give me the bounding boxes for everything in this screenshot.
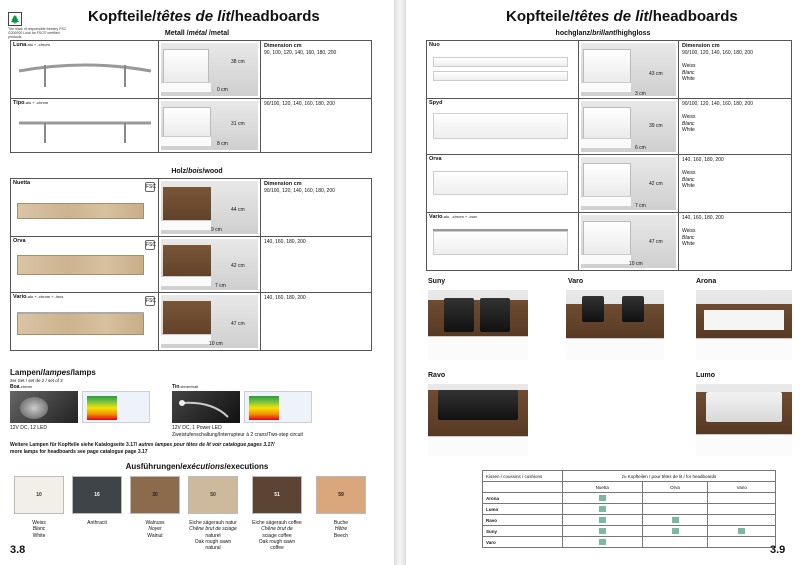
- lamp2-name: Tin-chrom/matt: [172, 384, 199, 390]
- section-wood: Holz/bois/wood: [171, 168, 223, 175]
- fsc-text: The mark of responsible forestry FSC C000000 Look for FSC® certified products: [8, 27, 67, 39]
- height-label: 42 cm: [649, 181, 663, 187]
- orva-board-image: [17, 255, 144, 275]
- height-label: 47 cm: [231, 321, 245, 327]
- bed-label-arona: Arona: [696, 278, 717, 285]
- page-title-left: Kopfteile/têtes de lit/headboards: [88, 8, 320, 25]
- lamp2-photo: [172, 391, 240, 423]
- section-metal: Metall /métal /metal: [164, 30, 230, 37]
- finish-swatch: 10: [14, 476, 64, 514]
- table-row: [483, 526, 776, 537]
- finish-label: Eiche sägerauh coffee Chêne brut de sciage coffee Oak rough sawn coffee: [252, 520, 302, 551]
- col-header: Nuetta: [563, 482, 643, 493]
- page-gutter: [394, 0, 406, 565]
- bed-photo-suny: [428, 290, 528, 360]
- finish-swatch: 50: [188, 476, 238, 514]
- height-label: 38 cm: [231, 59, 245, 65]
- fsc-icon: FSC: [146, 298, 156, 304]
- product-cell-nuetta: Nuetta FSC: [11, 179, 159, 237]
- energy-label-1: [82, 391, 150, 423]
- lamp-arm-icon: [172, 391, 240, 423]
- tipo-dimensions: 90/100, 120, 140, 160, 180, 200: [261, 99, 372, 153]
- product-cell-vario: Vario-alu + -chrom + -inox FSC: [11, 293, 159, 351]
- height-label: 39 cm: [649, 123, 663, 129]
- check-cell: [563, 504, 643, 515]
- section-executions: Ausführungen/exécutions/executions: [125, 462, 269, 471]
- check-cell: [642, 526, 708, 537]
- metal-table: [10, 40, 372, 153]
- finish-swatch: 30: [130, 476, 180, 514]
- product-cell-spyd: Spyd: [427, 99, 579, 155]
- product-cell-vario-gloss: Vario-alu, -chrom + -inox: [427, 213, 579, 271]
- depth-label: 8 cm: [217, 141, 228, 147]
- more-lamps-note: Weitere Lampen für Kopfteile siehe Katalogseite 3.17/ autres lampes pour têtes de lit voir catalogue pages 3.17/ more lamps for headboards see page catalogue page 3.17: [10, 442, 275, 455]
- height-label: 44 cm: [231, 207, 245, 213]
- vario-dimensions: 140, 160, 180, 200: [261, 293, 372, 351]
- bed-photo-ravo: [428, 384, 528, 456]
- row-label: Varo: [483, 537, 563, 548]
- cushion-table: [482, 470, 776, 548]
- check-cell: [708, 493, 776, 504]
- check-mark-icon: [599, 539, 606, 545]
- col-header: Vario: [708, 482, 776, 493]
- nuetta-dimensions: Dimension cm 90/100, 120, 140, 160, 180, 200: [261, 179, 372, 237]
- check-cell: [708, 537, 776, 548]
- page-title-right: Kopfteile/têtes de lit/headboards: [506, 8, 738, 25]
- row-label: Arona: [483, 493, 563, 504]
- lamp1-spec: 12V DC, 12 LED: [10, 425, 47, 431]
- product-cell-orva-gloss: Orva: [427, 155, 579, 213]
- finish-swatch: 51: [252, 476, 302, 514]
- cushion-table-head: Kissen / coussins / cushions: [483, 471, 563, 482]
- page-number-left: 3.8: [10, 544, 26, 556]
- depth-label: 7 cm: [635, 203, 646, 209]
- height-label: 42 cm: [231, 263, 245, 269]
- spyd-dimensions: 90/100, 120, 140, 160, 180, 200 Weiss Blanc White: [679, 99, 792, 155]
- check-cell: [642, 537, 708, 548]
- fsc-icon: FSC: [146, 242, 156, 248]
- row-label: Suny: [483, 526, 563, 537]
- finish-label: Anthracit: [87, 520, 107, 526]
- product-cell-nuo: Nuo: [427, 41, 579, 99]
- orva-dimensions: 140, 160, 180, 200: [261, 237, 372, 293]
- lamps-heading: Lampen/lampes/lamps: [10, 368, 96, 377]
- depth-label: 7 cm: [215, 283, 226, 289]
- wood-table: [10, 178, 372, 351]
- check-cell: [642, 493, 708, 504]
- nuetta-board-image: [17, 203, 144, 219]
- table-row: [483, 537, 776, 548]
- check-cell: [563, 526, 643, 537]
- check-mark-icon: [672, 517, 679, 523]
- left-page: [0, 0, 394, 565]
- luna-headboard-image: [15, 55, 155, 91]
- energy-label-2: [244, 391, 312, 423]
- nuo-dimensions: Dimension cm 90/100, 120, 140, 160, 180, 200 Weiss Blanc White: [679, 41, 792, 99]
- bed-label-lumo: Lumo: [696, 372, 716, 379]
- table-row: [483, 515, 776, 526]
- product-cell-tipo: Tipo-alu + -chrom: [11, 99, 159, 153]
- table-row: [483, 493, 776, 504]
- vario-gloss-dimensions: 140, 160, 180, 200 Weiss Blanc White: [679, 213, 792, 271]
- check-cell: [708, 515, 776, 526]
- depth-label: 10 cm: [629, 261, 643, 267]
- product-cell-orva: Orva FSC: [11, 237, 159, 293]
- check-cell: [642, 515, 708, 526]
- bed-photo-lumo: [696, 384, 792, 456]
- check-cell: [708, 504, 776, 515]
- lamp-icon: [20, 397, 48, 419]
- lamp1-photo: [10, 391, 78, 423]
- depth-label: 9 cm: [211, 227, 222, 233]
- check-cell: [563, 537, 643, 548]
- height-label: 31 cm: [231, 121, 245, 127]
- luna-dimensions: Dimension cm 90, 100, 120, 140, 160, 180, 200: [261, 41, 372, 99]
- col-header: Orva: [642, 482, 708, 493]
- check-mark-icon: [599, 506, 606, 512]
- bed-label-suny: Suny: [428, 278, 446, 285]
- cushion-table-head2: zu Kopfteilen / pour têtes de lit / for headboards: [563, 471, 776, 482]
- check-mark-icon: [738, 528, 745, 534]
- finish-label: Eiche sägerauh natur Chêne brut de sciage naturel Oak rough sawn natural: [189, 520, 237, 551]
- right-page: [406, 0, 800, 565]
- lamp2-switch: Zweistufenschaltung/Interrupteur à 2 crans/Two-step circuit: [172, 432, 303, 438]
- finish-label: Walnuss Noyer Walnut: [145, 520, 165, 539]
- finish-label: Weiss Blanc White: [32, 520, 46, 539]
- vario-gloss-side-view: [579, 213, 679, 271]
- vario-board-image: [17, 313, 144, 335]
- lamp1-name: Boa-chrom: [10, 384, 32, 390]
- orva-gloss-dimensions: 140, 160, 180, 200 Weiss Blanc White: [679, 155, 792, 213]
- vario-side-view: [159, 293, 261, 351]
- row-label: Ravo: [483, 515, 563, 526]
- check-cell: [708, 526, 776, 537]
- bed-label-ravo: Ravo: [428, 372, 446, 379]
- finish-swatch: 16: [72, 476, 122, 514]
- luna-side-view: [159, 41, 261, 99]
- page-number-right: 3.9: [770, 544, 786, 556]
- orva-gloss-side-view: [579, 155, 679, 213]
- nuetta-side-view: [159, 179, 261, 237]
- tipo-headboard-image: [15, 113, 155, 145]
- depth-label: 6 cm: [635, 145, 646, 151]
- product-cell-luna: Luna-alu + -chrom: [11, 41, 159, 99]
- bed-photo-varo: [566, 290, 664, 360]
- orva-side-view: [159, 237, 261, 293]
- check-cell: [563, 515, 643, 526]
- check-cell: [642, 504, 708, 515]
- lamps-set: 2er Set / set de 2 / set of 2: [10, 378, 63, 383]
- fsc-icon: FSC: [146, 184, 156, 190]
- height-label: 47 cm: [649, 239, 663, 245]
- bed-photo-arona: [696, 290, 792, 360]
- check-cell: [563, 493, 643, 504]
- lamp2-spec: 12V DC, 1 Power LED: [172, 425, 222, 431]
- check-mark-icon: [672, 528, 679, 534]
- depth-label: 10 cm: [209, 341, 223, 347]
- row-label: Lumo: [483, 504, 563, 515]
- tree-icon: 🌲: [8, 12, 22, 26]
- nuo-side-view: [579, 41, 679, 99]
- spyd-side-view: [579, 99, 679, 155]
- depth-label: 0 cm: [217, 87, 228, 93]
- bed-label-varo: Varo: [568, 278, 584, 285]
- highgloss-table: [426, 40, 792, 271]
- finish-swatch: 59: [316, 476, 366, 514]
- height-label: 43 cm: [649, 71, 663, 77]
- check-mark-icon: [599, 517, 606, 523]
- table-row: [483, 504, 776, 515]
- tipo-side-view: [159, 99, 261, 153]
- finish-label: Buche Hêtre Beech: [333, 520, 349, 539]
- check-mark-icon: [599, 528, 606, 534]
- check-mark-icon: [599, 495, 606, 501]
- depth-label: 3 cm: [635, 91, 646, 97]
- section-highgloss: hochglanz/brillant/highgloss: [555, 30, 651, 37]
